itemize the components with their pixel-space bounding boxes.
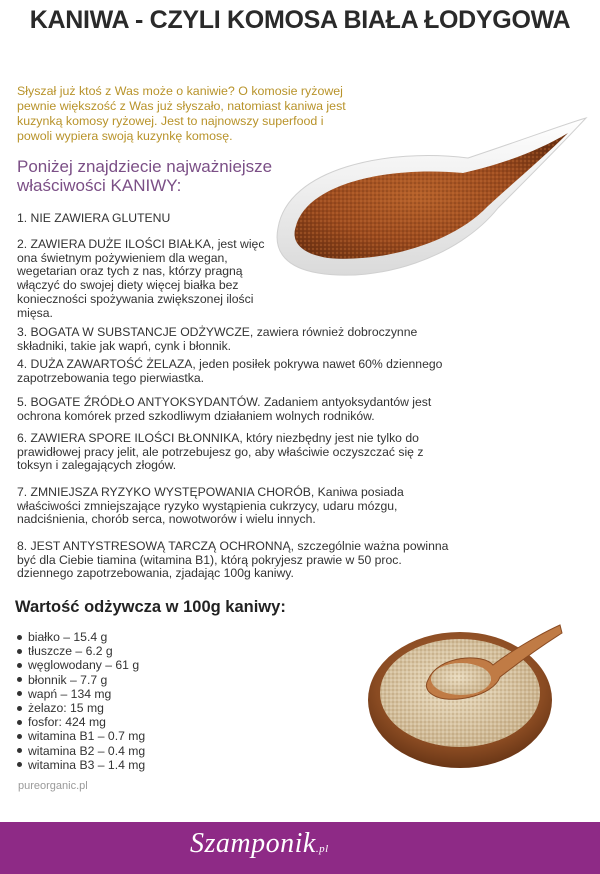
intro-line: Słyszał już ktoś z Was może o kaniwie? O komosie ryżowej [17, 84, 343, 98]
bullet-icon [17, 649, 22, 654]
list-item: błonnik – 7.7 g [17, 673, 145, 687]
list-item: węglowodany – 61 g [17, 658, 145, 672]
list-item: witamina B2 – 0.4 mg [17, 744, 145, 758]
list-item: wapń – 134 mg [17, 687, 145, 701]
list-line: toksyn i zalegających złogów. [17, 458, 177, 473]
list-line: prawidłowej pracy jelit, ale potrzebujesz go, aby właściwie oczyszczać się z [17, 444, 424, 459]
subhead-line: Poniżej znajdziecie najważniejsze [17, 157, 273, 176]
list-item: witamina B3 – 1.4 mg [17, 758, 145, 772]
bullet-icon [17, 663, 22, 668]
list-item: tłuszcze – 6.2 g [17, 644, 145, 658]
kaniwa-bowl-image [368, 605, 563, 770]
list-line: 5. BOGATE ŹRÓDŁO ANTYOKSYDANTÓW. Zadaniem antyoksydantów jest [17, 395, 432, 409]
list-line: konieczności spożywania zwiększonej ilości [17, 291, 254, 306]
list-line: 1. NIE ZAWIERA GLUTENU [17, 211, 171, 225]
list-item [17, 326, 417, 353]
kaniwa-spoon-image [268, 108, 588, 288]
list-line: nadciśnienia, chorób serca, nowotworów i wielu innych. [17, 512, 316, 527]
intro-line: pewnie większość z Was już słyszało, natomiast kaniwa jest [17, 99, 346, 113]
list-line: właściwości zmniejszające ryzyko wystąpienia cukrzycy, udaru mózgu, [17, 498, 398, 513]
bullet-icon [17, 635, 22, 640]
nutrition-list [17, 630, 145, 772]
list-line: ochrona komórek przed szkodliwym działaniem wolnych rodników. [17, 408, 375, 423]
bullet-icon [17, 691, 22, 696]
list-line: mięsa. [17, 305, 53, 320]
list-line: 3. BOGATA W SUBSTANCJE ODŻYWCZE, zawiera również dobroczynne [17, 325, 418, 339]
list-line: wegetarian oraz tych z nas, którzy pragną [17, 264, 243, 279]
site-banner[interactable] [0, 822, 600, 874]
nutrition-heading: Wartość odżywcza w 100g kaniwy: [15, 598, 286, 616]
list-line: 6. ZAWIERA SPORE ILOŚCI BŁONNIKA, który niezbędny jest nie tylko do [17, 431, 419, 445]
bullet-icon [17, 762, 22, 767]
list-item [17, 540, 448, 581]
intro-line: kuzynką komosy ryżowej. Jest to najnowszy superfood i [17, 114, 324, 128]
list-item [17, 396, 431, 423]
list-line: włączyć do swojej diety więcej białka bez [17, 278, 239, 293]
source-credit: pureorganic.pl [18, 780, 88, 792]
bullet-icon [17, 706, 22, 711]
list-line: być dla Ciebie tiamina (witamina B1), którą pokryjesz prawie w 50 proc. [17, 552, 402, 567]
intro-line: powoli wypiera swoją kuzynkę komosę. [17, 129, 233, 143]
list-line: składniki, takie jak wapń, cynk i błonnik. [17, 338, 232, 353]
list-line: 7. ZMNIEJSZA RYZYKO WYSTĘPOWANIA CHORÓB, Kaniwa posiada [17, 485, 404, 499]
list-item: białko – 15.4 g [17, 630, 145, 644]
list-item [17, 212, 170, 226]
list-line: 4. DUŻA ZAWARTOŚĆ ŻELAZA, jeden posiłek pokrywa nawet 60% dziennego [17, 357, 443, 371]
list-line: zapotrzebowania tego pierwiastka. [17, 370, 204, 385]
page-title: KANIWA - CZYLI KOMOSA BIAŁA ŁODYGOWA [29, 6, 571, 34]
bullet-icon [17, 748, 22, 753]
bullet-icon [17, 734, 22, 739]
list-line: 2. ZAWIERA DUŻE ILOŚCI BIAŁKA, jest więc [17, 237, 265, 251]
list-item: fosfor: 424 mg [17, 715, 145, 729]
list-line: ona świetnym pożywieniem dla wegan, [17, 250, 228, 265]
bullet-icon [17, 720, 22, 725]
list-item: witamina B1 – 0.7 mg [17, 729, 145, 743]
subhead-line: właściwości KANIWY: [17, 176, 182, 195]
list-item [17, 432, 423, 473]
list-line: dziennego zapotrzebowania, zjadając 100g kaniwy. [17, 566, 294, 581]
list-item [17, 486, 404, 527]
list-item: żelazo: 15 mg [17, 701, 145, 715]
list-item [17, 238, 264, 320]
list-line: 8. JEST ANTYSTRESOWĄ TARCZĄ OCHRONNĄ, szczególnie ważna powinna [17, 539, 449, 553]
brand-logo: Szamponik.pl [190, 828, 329, 859]
list-item [17, 358, 442, 385]
bullet-icon [17, 677, 22, 682]
